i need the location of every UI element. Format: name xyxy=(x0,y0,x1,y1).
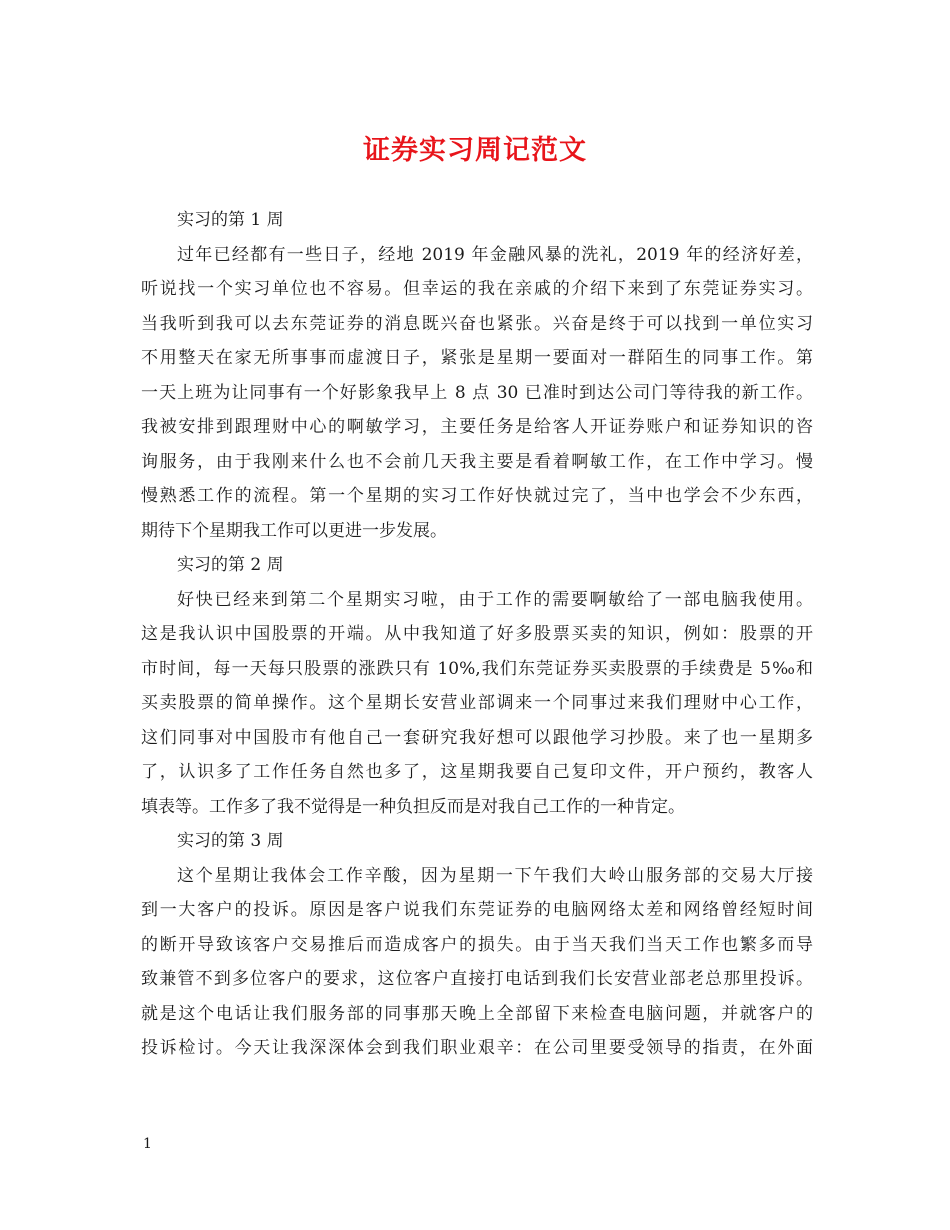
paragraph-line: 期待下个星期我工作可以更进一步发展。 xyxy=(141,520,447,541)
paragraph-line: 慢熟悉工作的流程。第一个星期的实习工作好快就过完了，当中也学会不少东西， xyxy=(141,486,813,506)
paragraph-line: 的断开导致该客户交易推后而造成客户的损失。由于当天我们当天工作也繁多而导 xyxy=(141,934,813,955)
paragraph-line: 这是我认识中国股票的开端。从中我知道了好多股票买卖的知识，例如：股票的开 xyxy=(141,624,813,644)
paragraph-line: 填表等。工作多了我不觉得是一种负担反而是对我自己工作的一种肯定。 xyxy=(141,796,685,817)
paragraph-line: 询服务，由于我刚来什么也不会前几天我主要是看着啊敏工作，在工作中学习。慢 xyxy=(141,451,813,472)
paragraph-line: 这们同事对中国股市有他自己一套研究我好想可以跟他学习抄股。来了也一星期多 xyxy=(141,727,813,748)
paragraph-line: 这个星期让我体会工作辛酸，因为星期一下午我们大岭山服务部的交易大厅接 xyxy=(177,865,813,886)
section-heading: 实习的第 2 周 xyxy=(177,555,284,575)
paragraph-line: 当我听到我可以去东莞证券的消息既兴奋也紧张。兴奋是终于可以找到一单位实习 xyxy=(141,313,813,334)
page-number: 1 xyxy=(143,1136,152,1152)
section-heading: 实习的第 1 周 xyxy=(177,210,284,230)
paragraph-line: 了，认识多了工作任务自然也多了，这星期我要自己复印文件，开户预约，教客人 xyxy=(141,762,813,782)
document-title: 证券实习周记范文 xyxy=(363,135,587,166)
paragraph-line: 不用整天在家无所事事而虚渡日子，紧张是星期一要面对一群陌生的同事工作。第 xyxy=(141,348,813,368)
paragraph-line: 我被安排到跟理财中心的啊敏学习，主要任务是给客人开证券账户和证券知识的咨 xyxy=(141,417,813,437)
paragraph-line: 投诉检讨。今天让我深深体会到我们职业艰辛：在公司里要受领导的指责，在外面 xyxy=(141,1038,813,1058)
section-heading: 实习的第 3 周 xyxy=(177,831,284,851)
paragraph-line: 好快已经来到第二个星期实习啦，由于工作的需要啊敏给了一部电脑我使用。 xyxy=(177,589,813,610)
paragraph-line: 到一大客户的投诉。原因是客户说我们东莞证券的电脑网络太差和网络曾经短时间 xyxy=(141,900,813,920)
paragraph-line: 一天上班为让同事有一个好影象我早上 8 点 30 已准时到达公司门等待我的新工作。 xyxy=(141,382,813,403)
paragraph-line: 就是这个电话让我们服务部的同事那天晚上全部留下来检查电脑问题，并就客户的 xyxy=(141,1003,813,1024)
paragraph-line: 买卖股票的简单操作。这个星期长安营业部调来一个同事过来我们理财中心工作， xyxy=(141,693,813,713)
paragraph-line: 过年已经都有一些日子，经地 2019 年金融风暴的洗礼，2019 年的经济好差， xyxy=(177,244,813,265)
paragraph-line: 听说找一个实习单位也不容易。但幸运的我在亲戚的介绍下来到了东莞证券实习。 xyxy=(141,279,813,299)
document-body xyxy=(141,203,813,1066)
paragraph-line: 市时间，每一天每只股票的涨跌只有 10%,我们东莞证券买卖股票的手续费是 5‰和 xyxy=(141,658,813,679)
paragraph-line: 致兼管不到多位客户的要求，这位客户直接打电话到我们长安营业部老总那里投诉。 xyxy=(141,969,813,989)
